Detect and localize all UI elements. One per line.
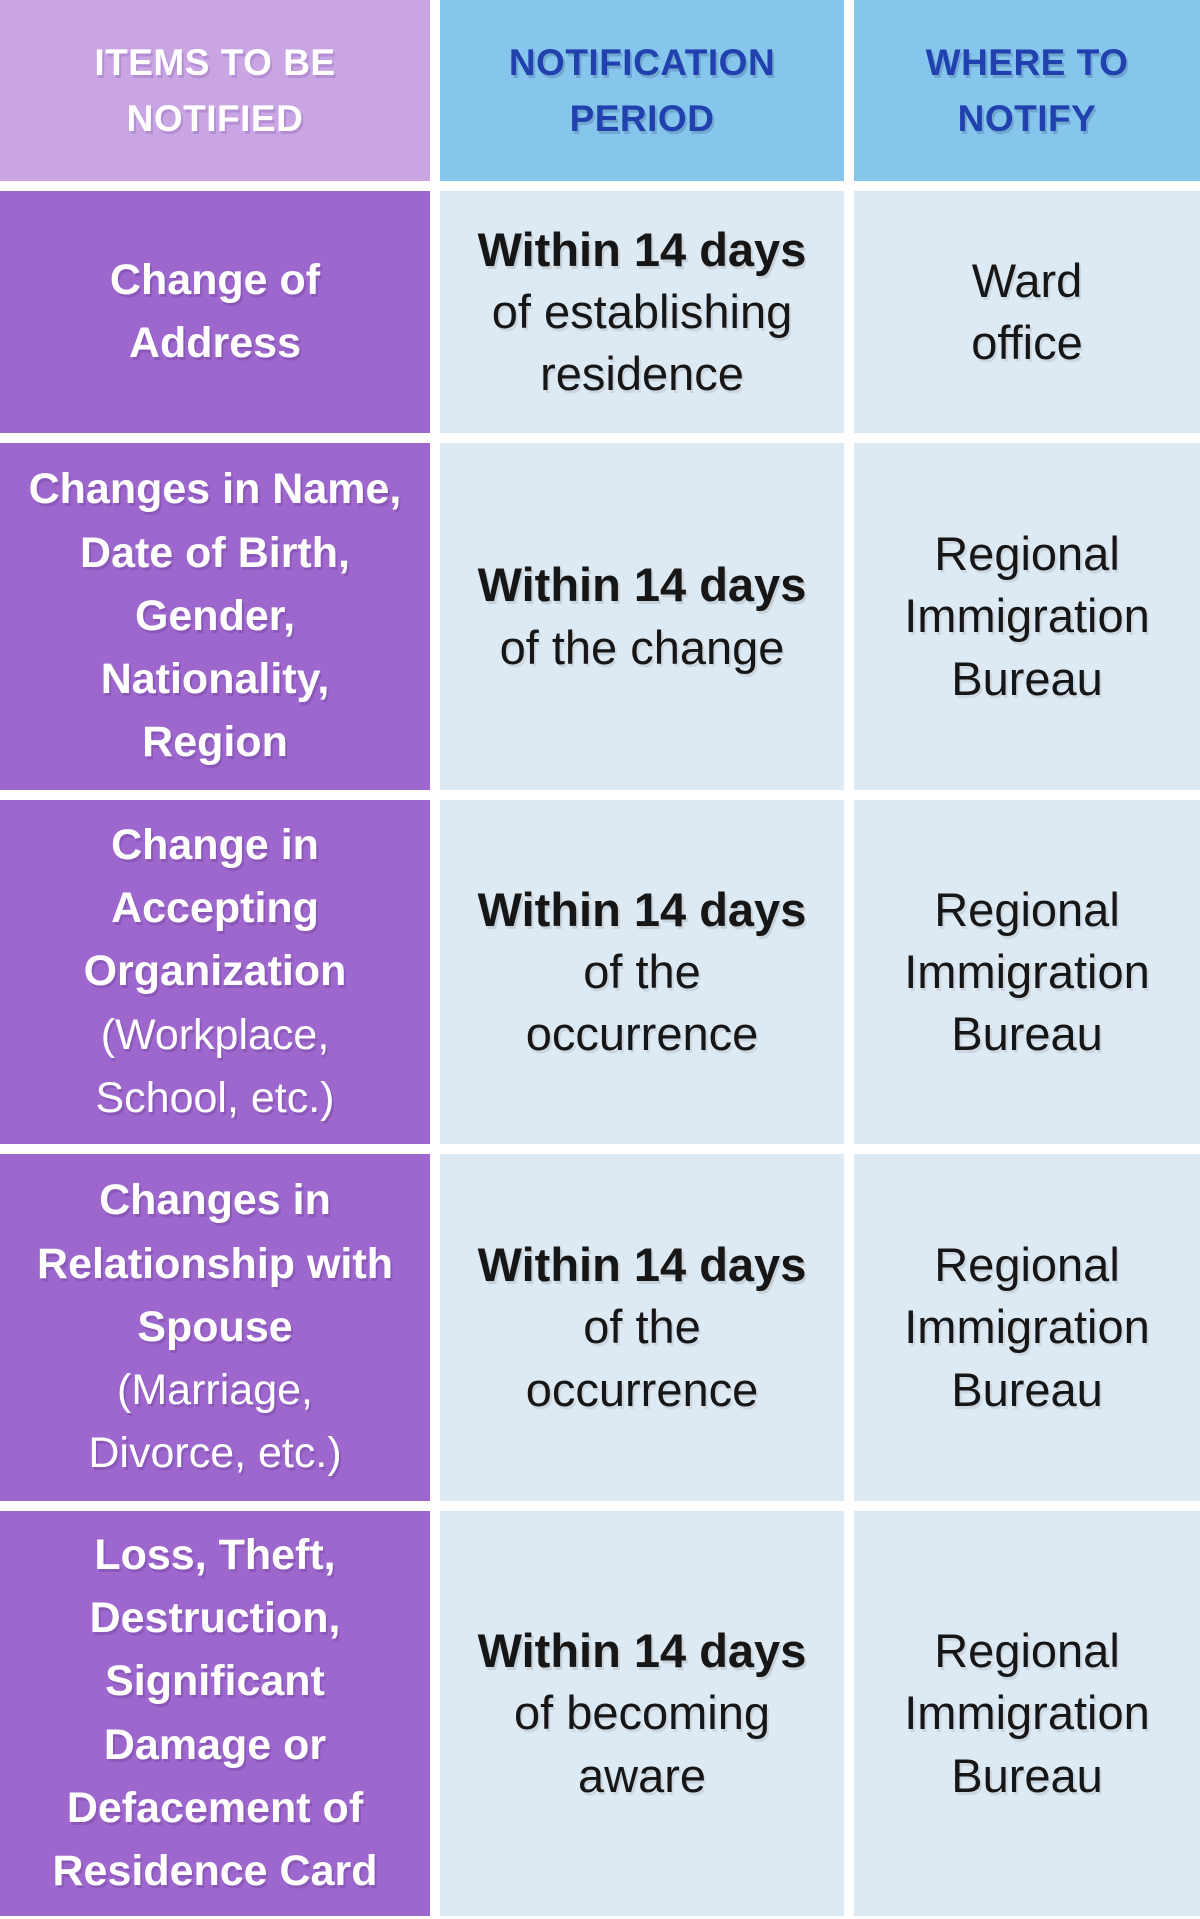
row-address-item-cell <box>0 191 430 433</box>
where-line: Ward <box>971 253 1083 307</box>
period-line: of the <box>583 1300 701 1354</box>
period-bold-line: Within 14 days <box>477 1624 807 1678</box>
header-line: NOTIFICATION <box>508 42 776 83</box>
row-organization-item-cell <box>0 800 430 1144</box>
period-line: aware <box>577 1748 706 1802</box>
item-line: Date of Birth, <box>80 528 350 577</box>
period-bold-line: Within 14 days <box>477 1238 807 1292</box>
period-bold-line: Within 14 days <box>477 882 807 936</box>
row-organization-period-cell <box>440 800 844 1144</box>
where-line: Regional <box>934 1238 1120 1292</box>
item-line: Gender, <box>134 591 296 640</box>
header-where-to-notify <box>854 0 1200 181</box>
where-line: Bureau <box>951 1748 1103 1802</box>
header-line: ITEMS TO BE <box>94 42 336 83</box>
item-line: Change of <box>109 255 321 304</box>
item-line-parenthetical: (Workplace, <box>100 1010 330 1059</box>
row-address-where-cell <box>854 191 1200 433</box>
row-address-period-cell <box>440 191 844 433</box>
where-line: Immigration <box>904 589 1150 643</box>
period-bold-line: Within 14 days <box>477 222 807 276</box>
where-line: Regional <box>934 1624 1120 1678</box>
item-line: Organization <box>83 947 347 996</box>
where-line: Immigration <box>904 944 1150 998</box>
item-line: Nationality, <box>100 655 330 704</box>
period-line: of the change <box>499 620 785 674</box>
row-spouse-where-cell <box>854 1154 1200 1501</box>
row-organization-where-cell <box>854 800 1200 1144</box>
period-line: residence <box>540 347 744 401</box>
row-name-period-cell <box>440 443 844 790</box>
item-line: Destruction, <box>89 1594 341 1643</box>
item-line: Damage or <box>103 1720 327 1769</box>
where-line: Bureau <box>951 1007 1103 1061</box>
period-line: occurrence <box>525 1007 759 1061</box>
row-name-where-cell <box>854 443 1200 790</box>
row-spouse-item-cell <box>0 1154 430 1501</box>
period-line: of becoming <box>513 1686 771 1740</box>
period-line: of the <box>583 944 701 998</box>
row-spouse-period-cell <box>440 1154 844 1501</box>
header-line: PERIOD <box>569 97 715 139</box>
period-line: of establishing <box>491 284 793 338</box>
where-line: office <box>971 316 1083 369</box>
item-line: Changes in Name, <box>28 465 402 514</box>
row-residence-card-period-cell <box>440 1511 844 1916</box>
where-line: Immigration <box>904 1300 1150 1354</box>
header-items-to-be-notified <box>0 0 430 181</box>
period-line: occurrence <box>525 1362 759 1416</box>
where-line: Regional <box>934 527 1120 581</box>
item-line: Address <box>128 319 302 367</box>
row-name-item-cell <box>0 443 430 790</box>
item-line-parenthetical: (Marriage, <box>117 1366 313 1415</box>
where-line: Immigration <box>904 1686 1150 1740</box>
item-line: Loss, Theft, <box>94 1530 336 1579</box>
item-line-parenthetical: School, etc.) <box>95 1073 335 1122</box>
where-line: Bureau <box>951 651 1103 705</box>
header-line: WHERE TO <box>925 42 1129 83</box>
header-line: NOTIFIED <box>126 97 304 139</box>
item-line: Changes in <box>99 1176 331 1225</box>
item-line: Relationship with <box>37 1239 393 1288</box>
item-line: Defacement of <box>66 1783 364 1832</box>
row-residence-card-where-cell <box>854 1511 1200 1916</box>
header-notification-period <box>440 0 844 181</box>
where-line: Bureau <box>951 1362 1103 1416</box>
item-line: Spouse <box>137 1302 293 1351</box>
period-bold-line: Within 14 days <box>477 558 807 612</box>
item-line: Significant <box>105 1657 325 1706</box>
row-residence-card-item-cell <box>0 1511 430 1916</box>
item-line-parenthetical: Divorce, etc.) <box>88 1429 342 1478</box>
header-line: NOTIFY <box>957 97 1097 139</box>
where-line: Regional <box>934 882 1120 936</box>
item-line: Change in <box>111 820 319 869</box>
item-line: Accepting <box>111 884 319 933</box>
item-line: Region <box>142 718 288 767</box>
item-line: Residence Card <box>52 1846 378 1895</box>
